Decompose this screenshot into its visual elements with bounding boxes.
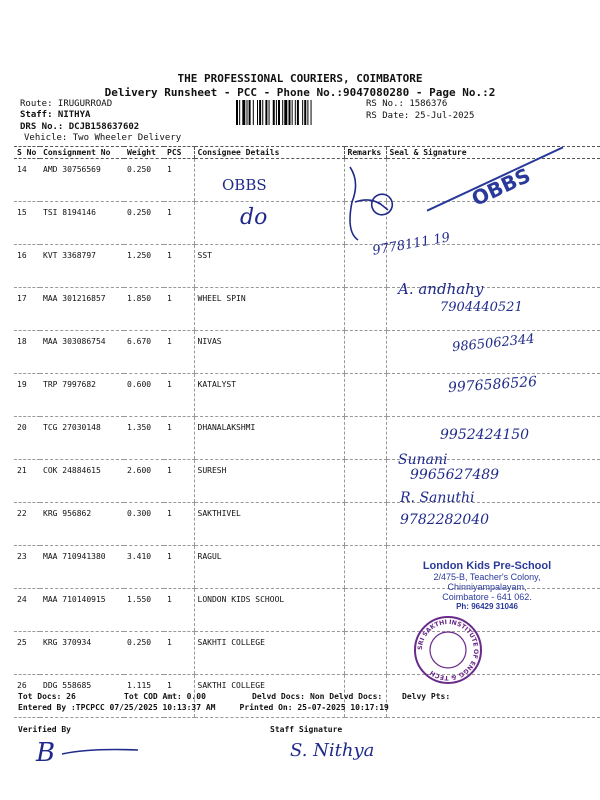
vehicle-label: Vehicle: Two Wheeler Delivery bbox=[24, 133, 182, 143]
runsheet-subtitle: Delivery Runsheet - PCC - Phone No.:9047080280 - Page No.:2 bbox=[104, 86, 496, 99]
row-consignee: KATALYST bbox=[194, 374, 344, 417]
london-kids-stamp: London Kids Pre-School 2/475-B, Teacher's Colony, Chinniyampalayam, Coimbatore - 641 062. Ph: 96429 31046 bbox=[422, 560, 552, 611]
row-consignee: RAGUL bbox=[194, 546, 344, 589]
entered-printed: Entered By :TPCPCC 07/25/2025 10:13:37 AM Printed On: 25-07-2025 10:17:19 bbox=[18, 703, 389, 712]
row-weight: 1.350 bbox=[124, 417, 164, 460]
row-remarks bbox=[344, 417, 386, 460]
row-pcs: 1 bbox=[164, 503, 194, 546]
row-remarks bbox=[344, 503, 386, 546]
verified-signature-stroke bbox=[60, 746, 140, 760]
row-remarks bbox=[344, 589, 386, 632]
row-pcs: 1 bbox=[164, 374, 194, 417]
signature-22-phone: 9782282040 bbox=[400, 512, 490, 528]
row-weight: 1.115 bbox=[124, 675, 164, 718]
row-weight: 6.670 bbox=[124, 331, 164, 374]
signature-16: 9778111 19 bbox=[371, 230, 452, 259]
verified-by-label: Verified By bbox=[18, 725, 71, 734]
signature-19: 9976586526 bbox=[447, 373, 538, 397]
row-pcs: 1 bbox=[164, 460, 194, 503]
row-pcs: 1 bbox=[164, 589, 194, 632]
rs-number: RS No.: 1586376 bbox=[366, 99, 448, 109]
row-sno: 22 bbox=[14, 503, 40, 546]
row-weight: 3.410 bbox=[124, 546, 164, 589]
row-remarks bbox=[344, 374, 386, 417]
row-sno: 15 bbox=[14, 202, 40, 245]
row-weight: 0.300 bbox=[124, 503, 164, 546]
signature-20: 9952424150 bbox=[440, 427, 530, 443]
row-sno: 23 bbox=[14, 546, 40, 589]
row-pcs: 1 bbox=[164, 331, 194, 374]
row-sno: 24 bbox=[14, 589, 40, 632]
col-pcs: PCS bbox=[164, 147, 194, 159]
row-pcs: 1 bbox=[164, 245, 194, 288]
row-pcs: 1 bbox=[164, 288, 194, 331]
signature-22-name: R. Sanuthi bbox=[400, 490, 475, 506]
verified-signature: B bbox=[36, 738, 56, 768]
delivery-points: Delvy Pts: bbox=[402, 692, 451, 701]
row-remarks bbox=[344, 331, 386, 374]
row-sno: 26 bbox=[14, 675, 40, 718]
row-sno: 25 bbox=[14, 632, 40, 675]
row-sno: 18 bbox=[14, 331, 40, 374]
row-consignment: KRG 370934 bbox=[40, 632, 124, 675]
row-weight: 0.250 bbox=[124, 202, 164, 245]
row-consignment: DDG 558685 bbox=[40, 675, 124, 718]
row-weight: 0.250 bbox=[124, 632, 164, 675]
row-weight: 0.600 bbox=[124, 374, 164, 417]
row-consignee: SAKTHIVEL bbox=[194, 503, 344, 546]
row-weight: 2.600 bbox=[124, 460, 164, 503]
row-consignment: TCG 27030148 bbox=[40, 417, 124, 460]
col-remarks: Remarks bbox=[344, 147, 386, 159]
table-row bbox=[14, 632, 600, 675]
row-remarks bbox=[344, 546, 386, 589]
row-sno: 21 bbox=[14, 460, 40, 503]
row-consignment: KVT 3368797 bbox=[40, 245, 124, 288]
row-consignee bbox=[194, 202, 344, 245]
college-seal-stamp bbox=[412, 614, 484, 686]
row-pcs: 1 bbox=[164, 202, 194, 245]
rs-date: RS Date: 25-Jul-2025 bbox=[366, 111, 475, 121]
row-weight: 1.550 bbox=[124, 589, 164, 632]
row-consignee: SST bbox=[194, 245, 344, 288]
col-consignment: Consignment No bbox=[40, 147, 124, 159]
row-pcs: 1 bbox=[164, 417, 194, 460]
row-consignment: MAA 710140915 bbox=[40, 589, 124, 632]
row-remarks bbox=[344, 632, 386, 675]
total-cod: Tot COD Amt: 0.00 bbox=[124, 692, 206, 701]
signature-17-name: A. andhahy bbox=[398, 280, 484, 298]
table-row bbox=[14, 245, 600, 288]
non-delivered-docs: Non Delvd Docs: bbox=[310, 692, 383, 701]
row-consignment: COK 24884615 bbox=[40, 460, 124, 503]
row-sno: 17 bbox=[14, 288, 40, 331]
staff-signature: S. Nithya bbox=[290, 740, 375, 761]
total-docs: Tot Docs: 26 bbox=[18, 692, 76, 701]
staff-label: Staff: NITHYA bbox=[20, 110, 91, 120]
row-pcs: 1 bbox=[164, 159, 194, 202]
row-consignment: MAA 303086754 bbox=[40, 331, 124, 374]
col-seal: Seal & Signature bbox=[386, 147, 600, 159]
remarks-scribble bbox=[340, 162, 400, 244]
row-consignee: LONDON KIDS SCHOOL bbox=[194, 589, 344, 632]
row-remarks bbox=[344, 288, 386, 331]
row-consignment: TSI 8194146 bbox=[40, 202, 124, 245]
row-consignee: DHANALAKSHMI bbox=[194, 417, 344, 460]
svg-text:SRI SAKTHI INSTITUTE OF ENGG &: SRI SAKTHI INSTITUTE OF ENGG & TECH bbox=[416, 619, 480, 682]
drs-number: DRS No.: DCJB158637602 bbox=[20, 122, 140, 132]
col-sno: S No bbox=[14, 147, 40, 159]
col-consignee: Consignee Details bbox=[194, 147, 344, 159]
row-weight: 1.250 bbox=[124, 245, 164, 288]
signature-18: 9865062344 bbox=[451, 331, 536, 356]
route-label: Route: IRUGURROAD bbox=[20, 99, 113, 109]
row-consignment: KRG 956862 bbox=[40, 503, 124, 546]
row-pcs: 1 bbox=[164, 632, 194, 675]
row-consignment: TRP 7997682 bbox=[40, 374, 124, 417]
signature-21-name: Sunani bbox=[398, 452, 448, 468]
row-consignee: SURESH bbox=[194, 460, 344, 503]
row-consignee: SAKTHI COLLEGE bbox=[194, 675, 344, 718]
row-consignee: WHEEL SPIN bbox=[194, 288, 344, 331]
signature-17-phone: 7904440521 bbox=[440, 300, 523, 315]
row-weight: 0.250 bbox=[124, 159, 164, 202]
row-sno: 19 bbox=[14, 374, 40, 417]
row-consignee: SAKHTI COLLEGE bbox=[194, 632, 344, 675]
handwritten-ditto: do bbox=[240, 205, 268, 230]
row-consignment: AMD 30756569 bbox=[40, 159, 124, 202]
row-consignee bbox=[194, 159, 344, 202]
row-consignment: MAA 710941380 bbox=[40, 546, 124, 589]
row-remarks bbox=[344, 460, 386, 503]
signature-21-phone: 9965627489 bbox=[410, 467, 500, 483]
row-pcs: 1 bbox=[164, 546, 194, 589]
row-sno: 14 bbox=[14, 159, 40, 202]
table-row bbox=[14, 503, 600, 546]
row-consignee: NIVAS bbox=[194, 331, 344, 374]
table-header-row bbox=[14, 147, 600, 159]
handwritten-obbs: OBBS bbox=[222, 176, 267, 194]
delivered-docs: Delvd Docs: bbox=[252, 692, 305, 701]
row-sno: 20 bbox=[14, 417, 40, 460]
table-row bbox=[14, 460, 600, 503]
staff-signature-label: Staff Signature bbox=[270, 725, 343, 734]
row-pcs: 1 bbox=[164, 675, 194, 718]
row-weight: 1.850 bbox=[124, 288, 164, 331]
obbs-stamp: OBBS bbox=[440, 160, 560, 220]
row-consignment: MAA 301216857 bbox=[40, 288, 124, 331]
col-weight: Weight bbox=[124, 147, 164, 159]
barcode bbox=[236, 100, 358, 125]
company-title: THE PROFESSIONAL COURIERS, COIMBATORE bbox=[177, 72, 423, 85]
row-sno: 16 bbox=[14, 245, 40, 288]
